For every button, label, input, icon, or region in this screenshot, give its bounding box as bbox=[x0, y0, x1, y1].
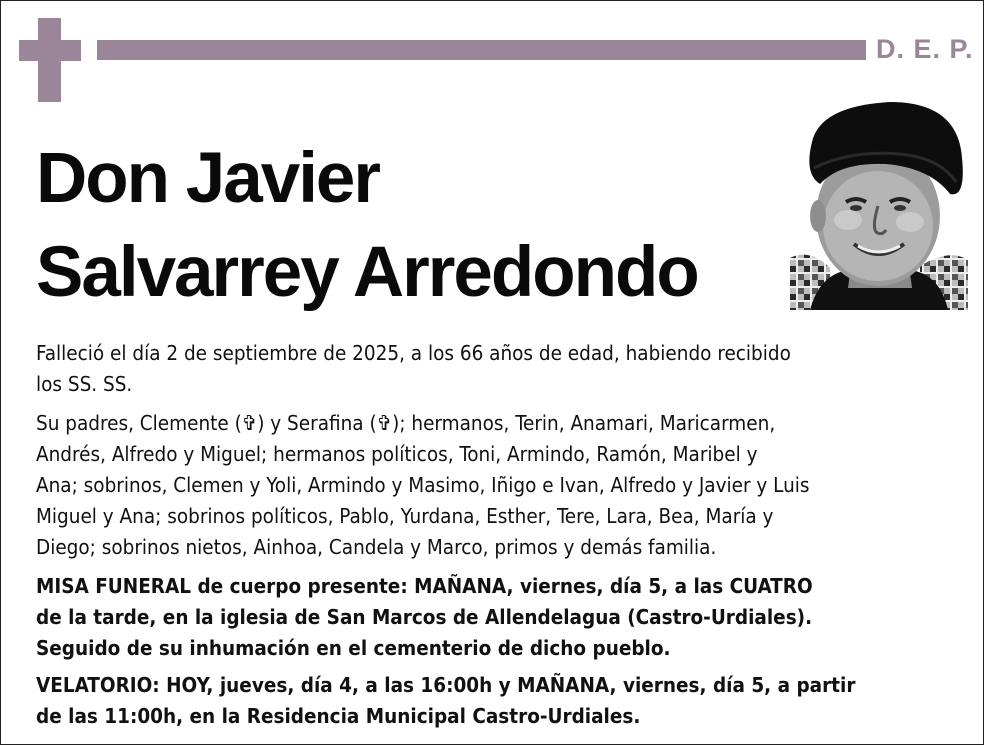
name-line-1: Don Javier bbox=[36, 139, 380, 218]
family-line: Andrés, Alfredo y Miguel; hermanos políticos, Toni, Armindo, Ramón, Maribel y bbox=[36, 442, 758, 466]
portrait-photo bbox=[790, 98, 968, 310]
death-paragraph bbox=[36, 338, 966, 400]
family-line: Ana; sobrinos, Clemen y Yoli, Armindo y Masimo, Iñigo e Ivan, Alfredo y Javier y Luis bbox=[36, 473, 810, 497]
wake-paragraph bbox=[36, 670, 966, 732]
death-line: los SS. SS. bbox=[36, 372, 133, 396]
wake-line: de las 11:00h, en la Residencia Municipal Castro-Urdiales. bbox=[36, 704, 641, 728]
family-line: Su padres, Clemente (✞) y Serafina (✞); hermanos, Terin, Anamari, Maricarmen, bbox=[36, 411, 776, 435]
funeral-paragraph bbox=[36, 571, 966, 664]
name-line-2: Salvarrey Arredondo bbox=[36, 233, 698, 312]
dep-label: D. E. P. bbox=[876, 34, 974, 64]
family-line: Miguel y Ana; sobrinos políticos, Pablo, Yurdana, Esther, Tere, Lara, Bea, María y bbox=[36, 504, 774, 528]
funeral-line: Seguido de su inhumación en el cementerio de dicho pueblo. bbox=[36, 636, 671, 660]
deceased-name bbox=[36, 132, 698, 320]
cross-icon bbox=[19, 18, 81, 102]
obituary-text bbox=[36, 338, 966, 738]
funeral-line: de la tarde, en la iglesia de San Marcos de Allendelagua (Castro-Urdiales). bbox=[36, 605, 813, 629]
wake-line: VELATORIO: HOY, jueves, día 4, a las 16:00h y MAÑANA, viernes, día 5, a partir bbox=[36, 673, 856, 697]
funeral-line: MISA FUNERAL de cuerpo presente: MAÑANA, viernes, día 5, a las CUATRO bbox=[36, 574, 813, 598]
header-rule bbox=[97, 40, 866, 60]
family-paragraph bbox=[36, 408, 966, 563]
death-line: Falleció el día 2 de septiembre de 2025, a los 66 años de edad, habiendo recibido bbox=[36, 341, 791, 365]
family-line: Diego; sobrinos nietos, Ainhoa, Candela y Marco, primos y demás familia. bbox=[36, 535, 717, 559]
